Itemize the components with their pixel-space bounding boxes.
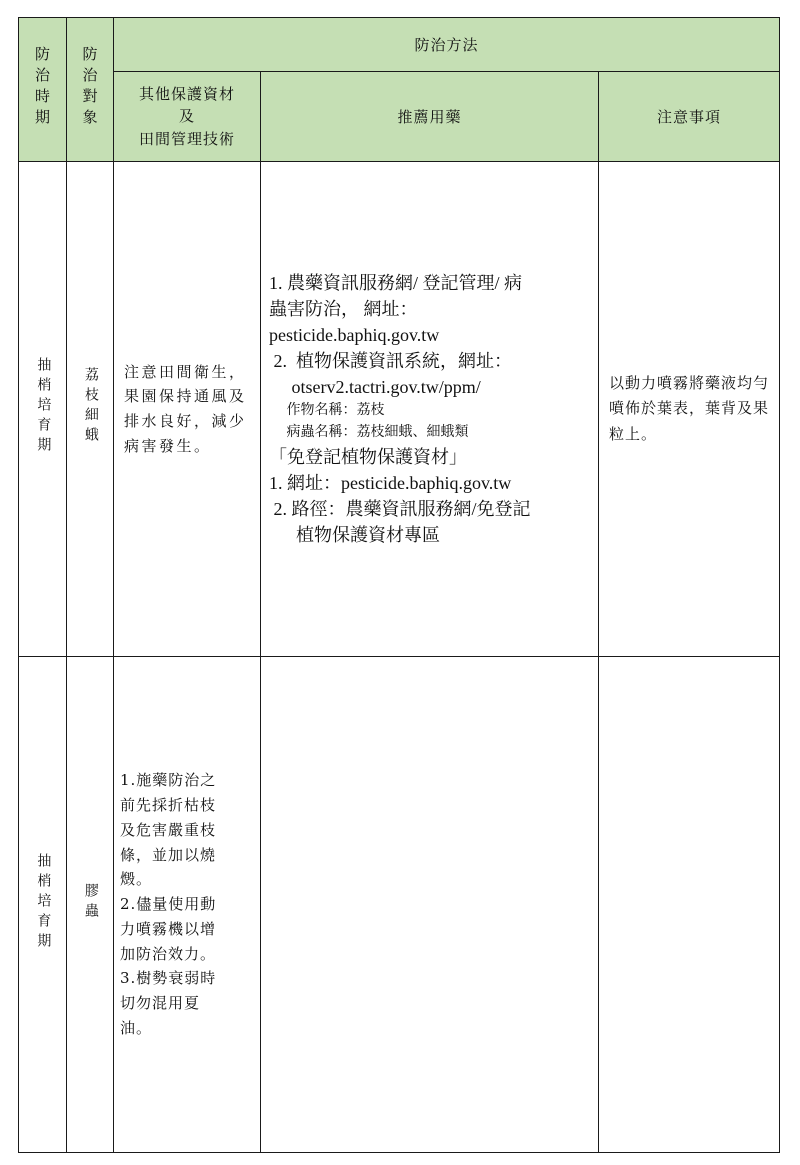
- header-pesticide: 推薦用藥: [261, 72, 599, 162]
- row1-pesticide: 1. 農藥資訊服務網/ 登記管理/ 病 蟲害防治， 網址： pesticide.baphiq.gov.tw 2. 植物保護資訊系統，網址： otserv2.tactri.gov.tw/ppm/ 作物名稱：荔枝 病蟲名稱：荔枝細蛾、細蛾類 「免登記植物保護資材」 1. 網址：pesticide.baphiq.gov.tw 2. 路徑：農藥資訊服務網/免登記 植物保護資材專區: [261, 162, 599, 657]
- table-row: [19, 657, 780, 1153]
- row2-pesticide: [261, 657, 599, 1153]
- header-notes: 注意事項: [599, 72, 780, 162]
- row2-period: 抽梢培育期: [19, 657, 67, 1153]
- pest-control-table: [18, 17, 780, 1153]
- row1-mgmt: 注意田間衛生，果園保持通風及排水良好，減少病害發生。: [114, 162, 261, 657]
- header-target: 防治對象: [67, 18, 114, 162]
- row2-mgmt: 1.施藥防治之 前先採折枯枝 及危害嚴重枝 條，並加以燒 燬。 2.儘量使用動 力噴霧機以增 加防治效力。 3.樹勢衰弱時 切勿混用夏 油。: [114, 657, 261, 1153]
- row2-target: 膠蟲: [67, 657, 114, 1153]
- row1-notes: 以動力噴霧將藥液均勻噴佈於葉表，葉背及果粒上。: [599, 162, 780, 657]
- header-method: 防治方法: [114, 18, 780, 72]
- header-period: 防治時期: [19, 18, 67, 162]
- row2-notes: [599, 657, 780, 1153]
- header-mgmt: 其他保護資材 及 田間管理技術: [114, 72, 261, 162]
- table-row: [19, 162, 780, 657]
- row1-period: 抽梢培育期: [19, 162, 67, 657]
- row1-target: 荔枝細蛾: [67, 162, 114, 657]
